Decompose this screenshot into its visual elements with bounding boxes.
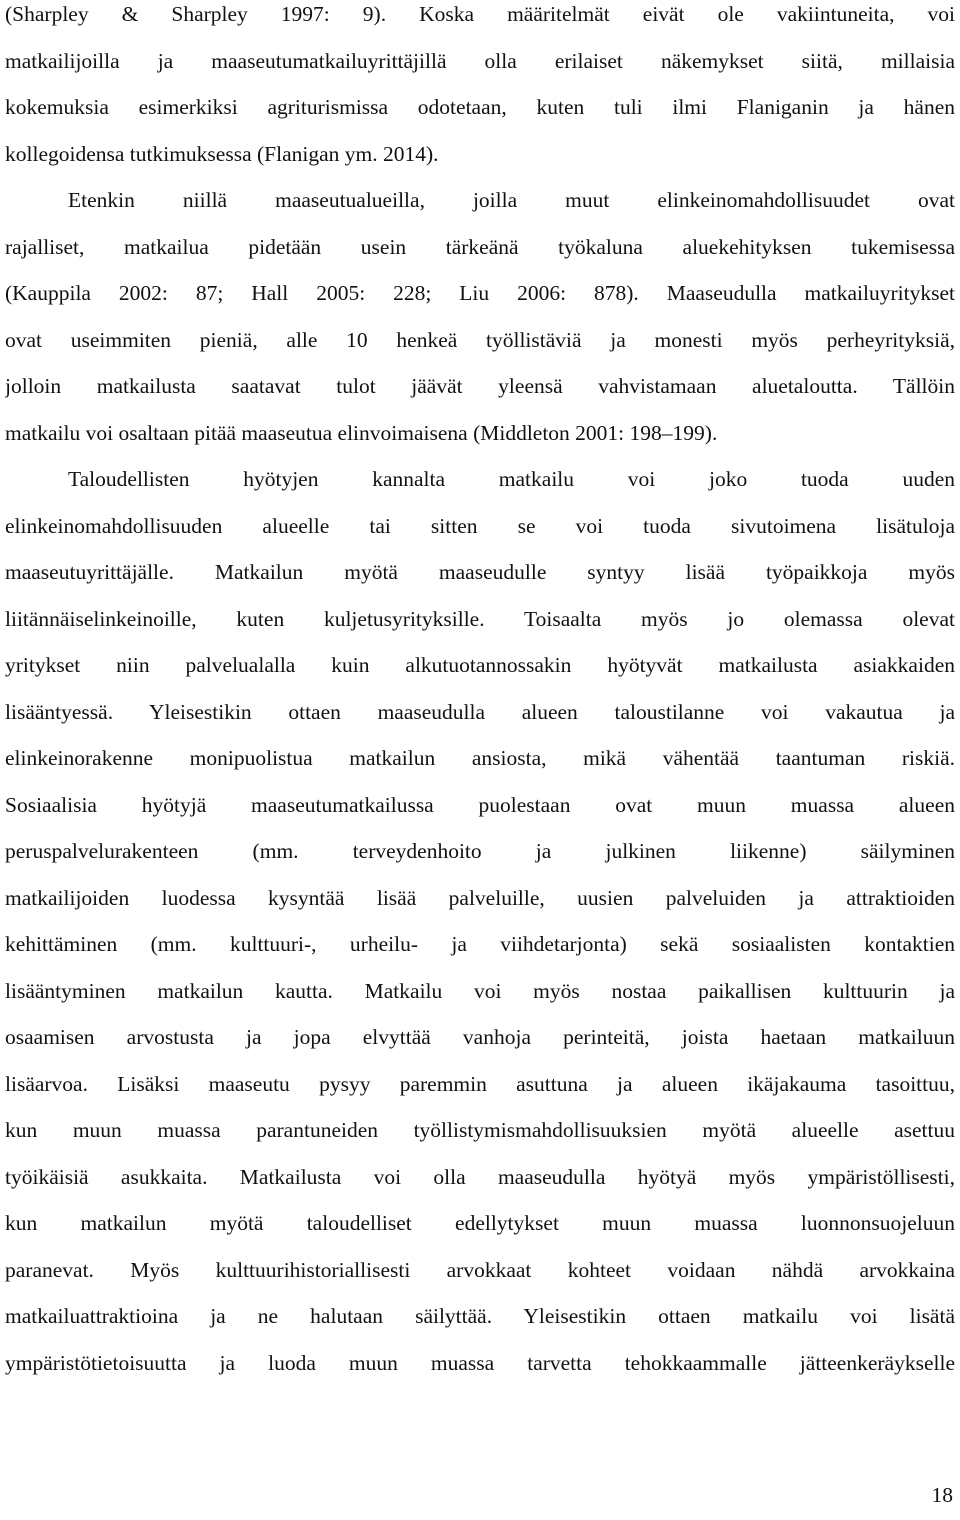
text-line: kehittäminen (mm. kulttuuri-, urheilu- ja viihdetarjonta) sekä sosiaalisten kontaktien (5, 932, 955, 957)
text-line: Taloudellisten hyötyjen kannalta matkailu voi joko tuoda uuden (68, 467, 955, 492)
text-line: jolloin matkailusta saatavat tulot jäävät yleensä vahvistamaan aluetaloutta. Tällöin (5, 374, 955, 399)
text-line: peruspalvelurakenteen (mm. terveydenhoito ja julkinen liikenne) säilyminen (5, 839, 955, 864)
body-text (5, 0, 955, 1386)
text-line: ympäristötietoisuutta ja luoda muun muassa tarvetta tehokkaammalle jätteenkeräykselle (5, 1350, 955, 1375)
text-line: kun matkailun myötä taloudelliset edellytykset muun muassa luonnonsuojeluun (5, 1211, 955, 1236)
text-line: osaamisen arvostusta ja jopa elvyttää vanhoja perinteitä, joista haetaan matkailuun (5, 1025, 955, 1050)
text-line: rajalliset, matkailua pidetään usein tärkeänä työkaluna aluekehityksen tukemisessa (5, 234, 955, 259)
text-line: Sosiaalisia hyötyjä maaseutumatkailussa puolestaan ovat muun muassa alueen (5, 792, 955, 817)
text-line: lisäarvoa. Lisäksi maaseutu pysyy paremmin asuttuna ja alueen ikäjakauma tasoittuu, (5, 1071, 955, 1096)
page-number: 18 (931, 1483, 953, 1507)
text-line: paranevat. Myös kulttuurihistoriallisesti arvokkaat kohteet voidaan nähdä arvokkaina (5, 1257, 955, 1282)
text-line: työikäisiä asukkaita. Matkailusta voi olla maaseudulla hyötyä myös ympäristöllisesti, (5, 1164, 955, 1189)
text-line: lisääntyessä. Yleisestikin ottaen maaseudulla alueen taloustilanne voi vakautua ja (5, 699, 955, 724)
text-line: ovat useimmiten pieniä, alle 10 henkeä työllistäviä ja monesti myös perheyrityksiä, (5, 327, 955, 352)
text-line: kollegoidensa tutkimuksessa (Flanigan ym. 2014). (5, 141, 439, 166)
text-line: (Kauppila 2002: 87; Hall 2005: 228; Liu 2006: 878). Maaseudulla matkailuyritykset (5, 281, 955, 306)
text-line: lisääntyminen matkailun kautta. Matkailu voi myös nostaa paikallisen kulttuurin ja (5, 978, 955, 1003)
text-line: Etenkin niillä maaseutualueilla, joilla muut elinkeinomahdollisuudet ovat (68, 188, 955, 213)
text-line: elinkeinorakenne monipuolistua matkailun ansiosta, mikä vähentää taantuman riskiä. (5, 746, 955, 771)
text-line: matkailuattraktioina ja ne halutaan säilyttää. Yleisestikin ottaen matkailu voi lisätä (5, 1304, 955, 1329)
text-line: matkailu voi osaltaan pitää maaseutua elinvoimaisena (Middleton 2001: 198–199). (5, 420, 718, 445)
text-line: matkailijoiden luodessa kysyntää lisää palveluille, uusien palveluiden ja attraktioiden (5, 885, 955, 910)
text-line: (Sharpley & Sharpley 1997: 9). Koska määritelmät eivät ole vakiintuneita, voi (5, 2, 955, 26)
text-line: kun muun muassa parantuneiden työllistymismahdollisuuksien myötä alueelle asettuu (5, 1118, 955, 1143)
text-line: liitännäiselinkeinoille, kuten kuljetusyrityksille. Toisaalta myös jo olemassa olevat (5, 606, 955, 631)
text-line: yritykset niin palvelualalla kuin alkutuotannossakin hyötyvät matkailusta asiakkaiden (5, 653, 955, 678)
text-line: elinkeinomahdollisuuden alueelle tai sitten se voi tuoda sivutoimena lisätuloja (5, 513, 955, 538)
text-line: maaseutuyrittäjälle. Matkailun myötä maaseudulle syntyy lisää työpaikkoja myös (5, 560, 955, 585)
text-line: matkailijoilla ja maaseutumatkailuyrittäjillä olla erilaiset näkemykset siitä, millaisia (5, 48, 955, 73)
text-line: kokemuksia esimerkiksi agriturismissa odotetaan, kuten tuli ilmi Flaniganin ja hänen (5, 95, 955, 120)
